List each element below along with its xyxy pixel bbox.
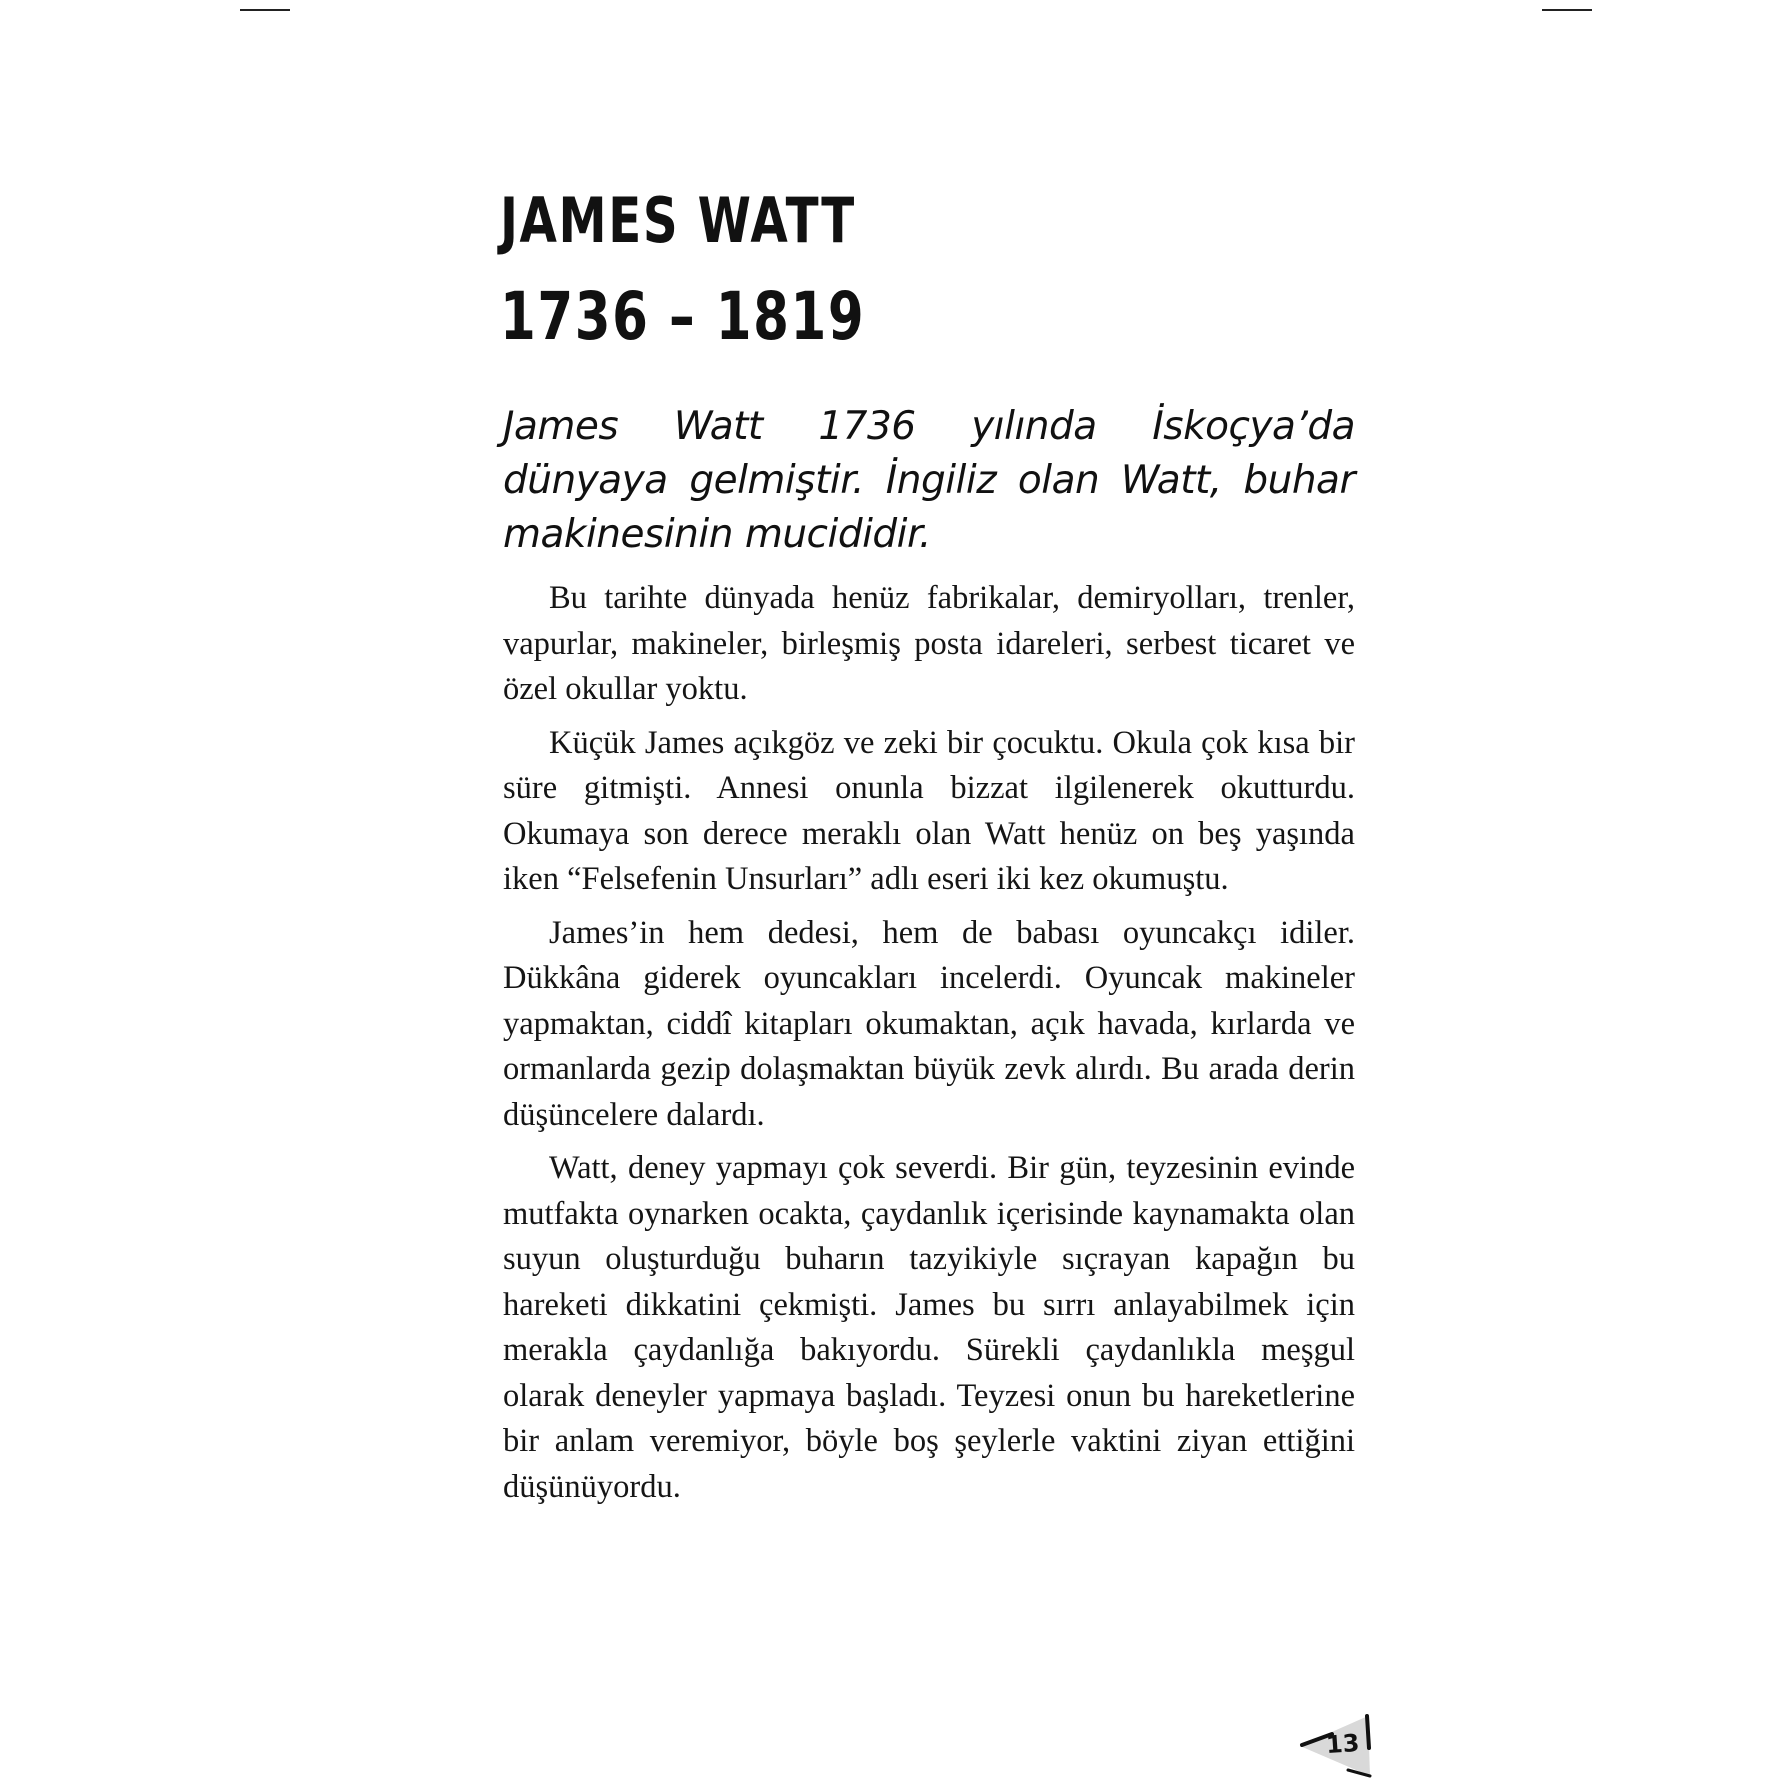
chapter-heading xyxy=(500,184,968,355)
paragraph: Küçük James açıkgöz ve zeki bir çocuktu. Okula çok kısa bir süre gitmişti. Annesi onunla bizzat ilgilenerek okutturdu. Okumaya son derece meraklı olan Watt henüz on beş yaşında iken “Felsefenin Unsurları” adlı eseri iki kez okumuştu. xyxy=(503,724,1355,897)
chapter-title: JAMES WATT xyxy=(500,184,856,257)
page-number-badge xyxy=(1296,1712,1376,1778)
page-number: 13 xyxy=(1325,1728,1361,1760)
paragraph: James’in hem dedesi, hem de babası oyuncakçı idiler. Dükkâna giderek oyuncakları incelerdi. Oyuncak makineler yapmaktan, ciddî kitapları okumaktan, açık havada, kırlarda ve ormanlarda gezip dolaşmaktan büyük zevk alırdı. Bu arada derin düşüncelere dalardı. xyxy=(503,914,1355,1133)
lead-paragraph: James Watt 1736 yılında İskoçya’da dünyaya gelmiştir. İngiliz olan Watt, buhar makinesinin mucididir. xyxy=(503,404,1355,557)
paragraph: Watt, deney yapmayı çok severdi. Bir gün, teyzesinin evinde mutfakta oynarken ocakta, çaydanlık içerisinde kaynamakta olan suyun oluşturduğu buharın tazyikiyle sıçrayan kapağın bu hareketi dikkatini çekmişti. James bu sırrı anlayabilmek için merakla çaydanlığa bakıyordu. Sürekli çaydanlıkla meşgul olarak deneyler yapmaya başladı. Teyzesi onun bu hareketlerine bir anlam veremiyor, böyle boş şeylerle vaktini ziyan ettiğini düşünüyordu. xyxy=(503,1150,1355,1505)
body-text xyxy=(503,576,1355,1518)
crop-mark-left xyxy=(240,9,290,11)
paragraph: Bu tarihte dünyada henüz fabrikalar, demiryolları, trenler, vapurlar, makineler, birleşmiş posta idareleri, serbest ticaret ve özel okullar yoktu. xyxy=(503,580,1355,707)
crop-mark-right xyxy=(1542,9,1592,11)
chapter-years: 1736 – 1819 xyxy=(500,278,866,355)
